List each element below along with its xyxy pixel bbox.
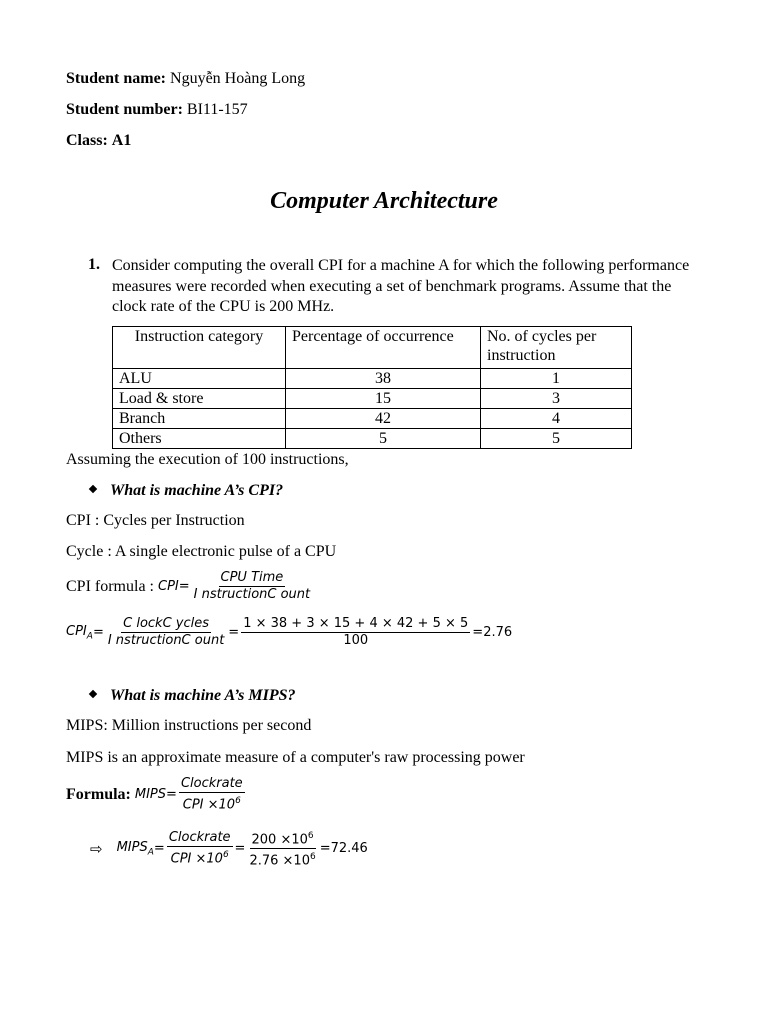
mips-formula-numerator: Clockrate [180,776,243,791]
mips-calc-denominator-1: CPI ×10 [170,851,223,867]
table-cell: 5 [481,429,632,449]
table-row [113,429,632,449]
table-cell: 4 [481,409,632,429]
table-cell: Load & store [113,389,286,409]
table-row [113,409,632,429]
mips-question-bullet [90,687,296,705]
table-cell: Branch [113,409,286,429]
cpi-calculation-line: $CPI_A$ = $\frac{\text{C lockC ycles}}{\text{I nstructionC ount}}$ = $\frac{1 \times 38 + 3 \times 15 + 4 \times 42 + 5 \times 5}{100}$ = 2.76 [66,616,513,648]
mips-definition-text: : Million instructions per second [103,717,312,734]
mips-description: MIPS is an approximate measure of a computer's raw processing power [66,749,525,766]
class-line [66,132,131,150]
student-name-line [66,70,305,88]
cpi-calc-numerator-1: C lockC ycles [123,616,210,631]
table-row [113,369,632,389]
document-title: Computer Architecture [270,188,498,214]
mips-calc-result: 72.46 [330,841,368,857]
class-value: A1 [111,132,132,149]
question-number: 1. [88,256,100,273]
cpi-question-bullet [90,482,283,500]
student-number-line [66,101,248,119]
mips-calc-exponent-1: 6 [222,850,229,861]
mips-formula-denominator: CPI ×10 [182,797,236,813]
mips-formula-exponent: 6 [235,796,241,806]
assuming-text: Assuming the execution of 100 instructions, [66,451,349,468]
bullet-icon [89,690,97,698]
table-cell: 15 [286,389,481,409]
cpi-calc-result: 2.76 [483,625,513,640]
cpi-calc-numerator-2: 1 × 38 + 3 × 15 + 4 × 42 + 5 × 5 [243,616,469,631]
mips-calc-denominator-exponent: 6 [309,852,316,863]
table-cell: 38 [286,369,481,389]
arrow-right-icon: ⇨ [90,839,103,858]
mips-formula-fraction [179,776,245,813]
student-number-value: BI11-157 [186,101,248,118]
student-name-label: Student name: [66,70,167,87]
class-label: Class: [66,132,108,149]
cpi-formula-numerator: CPU Time [220,570,284,585]
cpi-formula-fraction [192,570,312,603]
mips-formula-label: Formula: [66,785,131,803]
cpi-formula-lhs: CPI [158,579,179,594]
mips-calc-lhs: MIPS [116,840,148,856]
table-header-cell: Instruction category [113,327,286,369]
mips-question-text: What is machine A’s MIPS? [110,687,296,704]
student-name-value: Nguyễn Hoàng Long [170,70,306,87]
table-header-cell: No. of cycles per instruction [481,327,632,369]
cpi-formula-label: CPI formula : [66,577,154,595]
mips-calc-denominator-2: 2.76 ×10 [249,853,310,869]
mips-calc-numerator-2: 200 ×10 [251,832,308,848]
cpi-formula-denominator: I nstructionC ount [193,587,311,602]
table-cell: 3 [481,389,632,409]
mips-calculation-line: ⇨ $MIPS_A$ = $\frac{\text{Clockrate}}{CPI \times 10^6}$ = $\frac{200 \times 10^6}{2.76 \times 10^6}$ = 72.46 [90,828,368,870]
table-header-row [113,327,632,369]
performance-table [112,326,632,449]
cpi-calc-subscript: A [86,631,93,642]
cpi-calc-fraction-2 [241,616,470,649]
cpi-calc-lhs: CPI [66,623,87,639]
cpi-question-text: What is machine A’s CPI? [110,482,284,499]
cpi-formula-line: CPI formula : CPI = $\frac{\text{CPU Time}}{\text{I nstructionC ount}}$ [66,570,311,602]
question-text: Consider computing the overall CPI for a machine A for which the following performance measures were recorded when executing a set of benchmark programs. Assume that the clock rate of the CPU is 200 MHz. [112,257,690,315]
mips-definition-label: MIPS [66,717,104,734]
cpi-calc-fraction-1 [106,616,226,649]
cycle-definition: Cycle : A single electronic pulse of a CPU [66,543,337,560]
mips-calc-fraction-2 [247,828,317,870]
cpi-definition: CPI : Cycles per Instruction [66,512,245,529]
mips-definition-line [66,717,311,735]
mips-formula-lhs: MIPS [134,787,167,803]
mips-calc-subscript: A [147,847,154,858]
table-cell: 1 [481,369,632,389]
table-cell: ALU [113,369,286,389]
bullet-icon [89,485,97,493]
table-cell: 5 [286,429,481,449]
mips-formula-line: Formula: MIPS = $\frac{\text{Clockrate}}{CPI \times 10^6}$ [66,776,243,813]
table-cell: 42 [286,409,481,429]
mips-calc-numerator-1: Clockrate [168,830,231,846]
table-row [113,389,632,409]
student-number-label: Student number: [66,101,183,118]
cpi-calc-denominator-2: 100 [343,633,369,648]
mips-calc-fraction-1 [167,830,233,867]
table-header-cell: Percentage of occurrence [286,327,481,369]
mips-calc-numerator-exponent: 6 [307,831,314,841]
table-cell: Others [113,429,286,449]
cpi-calc-denominator-1: I nstructionC ount [107,633,225,648]
